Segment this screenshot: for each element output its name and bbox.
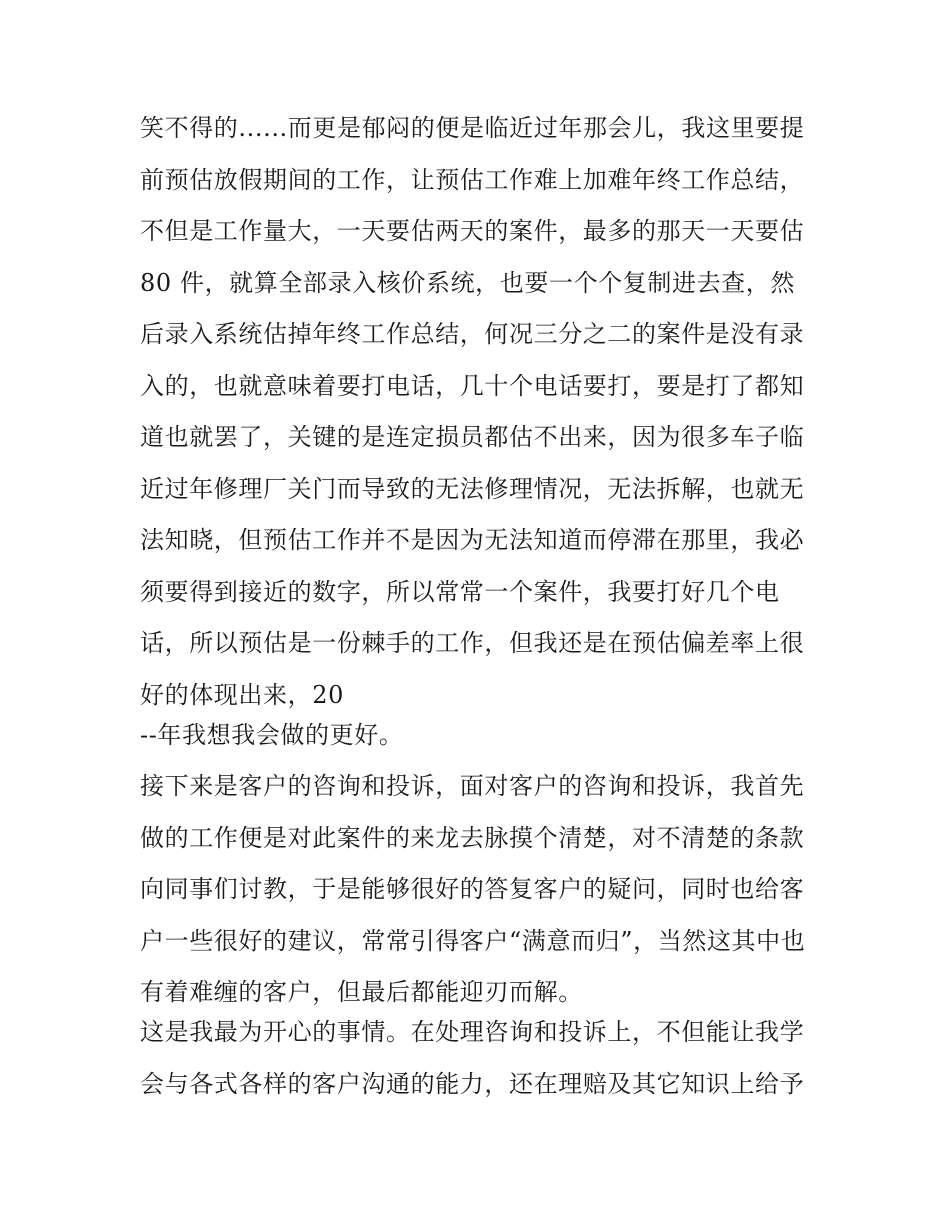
text-line: 后录入系统估掉年终工作总结，何况三分之二的案件是没有录 xyxy=(140,320,805,348)
text-line: 会与各式各样的客户沟通的能力，还在理赔及其它知识上给予 xyxy=(140,1069,805,1098)
text-line: 话，所以预估是一份棘手的工作，但我还是在预估偏差率上很 xyxy=(140,629,805,657)
text-line: 须要得到接近的数字，所以常常一个案件，我要打好几个电 xyxy=(140,577,780,606)
text-line: 有着难缠的客户，但最后都能迎刃而解。 xyxy=(140,978,583,1006)
text-line: 户一些很好的建议，常常引得客户“满意而归”，当然这其中也 xyxy=(140,926,806,955)
text-line: 接下来是客户的咨询和投诉，面对客户的咨询和投诉，我首先 xyxy=(140,772,805,800)
text-line: 不但是工作量大，一天要估两天的案件，最多的那天一天要估 xyxy=(140,217,805,245)
text-line: 笑不得的......而更是郁闷的便是临近过年那会儿，我这里要提 xyxy=(140,114,805,142)
text-line: 入的，也就意味着要打电话，几十个电话要打，要是打了都知 xyxy=(140,371,805,400)
text-line: 这是我最为开心的事情。在处理咨询和投诉上，不但能让我学 xyxy=(140,1018,805,1046)
document-body xyxy=(140,108,820,1115)
text-line: 做的工作便是对此案件的来龙去脉摸个清楚，对不清楚的条款 xyxy=(140,823,805,852)
text-line: 80 件，就算全部录入核价系统，也要一个个复制进去查，然 xyxy=(140,268,795,297)
text-line: 近过年修理厂关门而导致的无法修理情况，无法拆解，也就无 xyxy=(140,474,805,503)
text-line: 好的体现出来，20 xyxy=(140,680,344,709)
text-line: 向同事们讨教，于是能够很好的答复客户的疑问，同时也给客 xyxy=(140,875,805,903)
text-line: 道也就罢了，关键的是连定损员都估不出来，因为很多车子临 xyxy=(140,423,805,451)
text-line: 法知晓，但预估工作并不是因为无法知道而停滞在那里，我必 xyxy=(140,526,805,554)
text-line: --年我想我会做的更好。 xyxy=(140,720,404,749)
text-line: 前预估放假期间的工作，让预估工作难上加难年终工作总结， xyxy=(140,165,805,194)
